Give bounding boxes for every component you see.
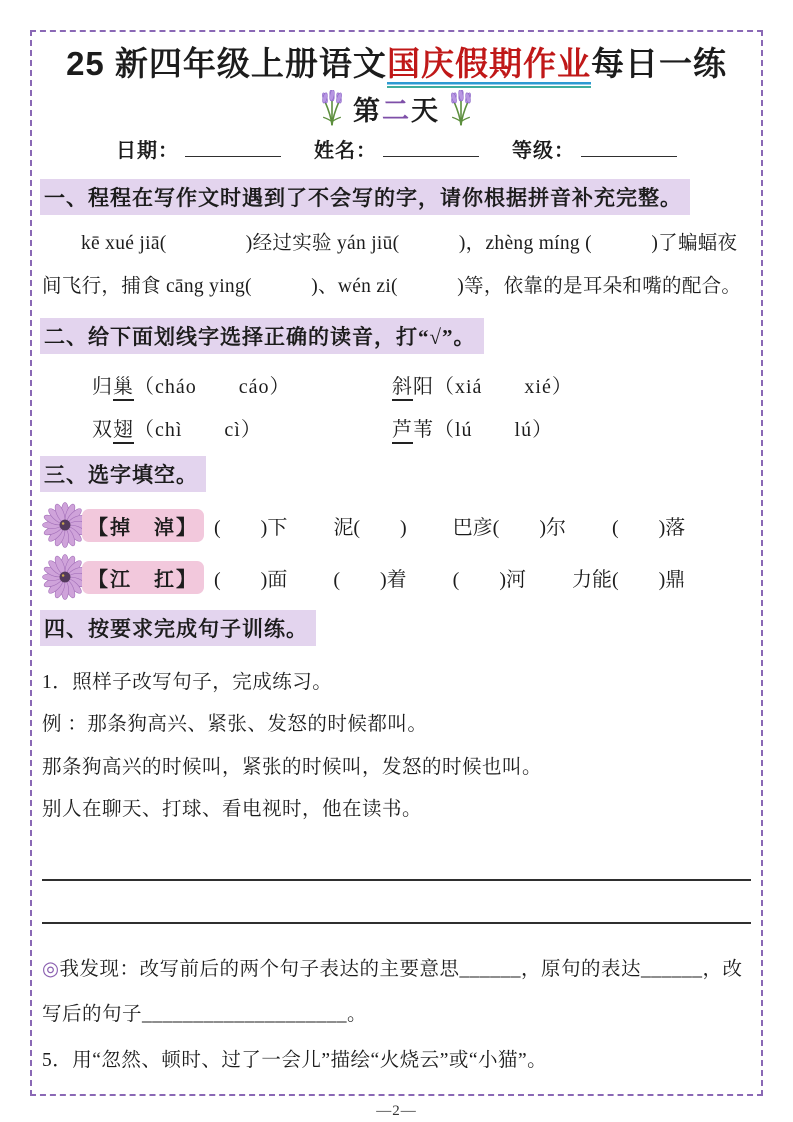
pron-item: 双翅（chì cì）	[92, 413, 392, 442]
day-pre: 第	[353, 96, 382, 126]
fill-blank: ( )面	[214, 568, 288, 591]
date-label: 日期：	[116, 140, 179, 162]
day-number: 二	[382, 96, 411, 126]
section3-heading: 三、选字填空。	[40, 456, 206, 492]
fill-blank: ( )下	[214, 516, 288, 539]
section4-heading: 四、按要求完成句子训练。	[40, 610, 316, 646]
fill-row	[42, 554, 751, 600]
grade-label: 等级：	[512, 140, 575, 162]
title-suffix: 每日一练	[590, 45, 727, 82]
pron-options: （chì cì）	[134, 419, 262, 441]
name-label: 姓名：	[314, 140, 377, 162]
pron-options: （cháo cáo）	[134, 376, 291, 398]
title-prefix: 25 新四年级上册语文	[66, 45, 387, 82]
underlined-char: 斜	[392, 376, 413, 401]
fill-blank: ( )着	[333, 568, 407, 591]
page-title	[42, 38, 751, 85]
question-1: 1．照样子改写句子，完成练习。	[42, 672, 333, 693]
char-choices-chip: 【江 扛】	[82, 561, 204, 594]
question-5: 5．用“忽然、顿时、过了一会儿”描绘“火烧云”或“小猫”。	[42, 1049, 548, 1071]
pron-options: （xiá xié）	[434, 376, 573, 398]
practice-sentence: 别人在聊天、打球、看电视时，他在读书。	[42, 798, 423, 820]
discovery-text: 我发现：改写前后的两个句子表达的主要意思______，原句的表达______，改写后的句子____________________。	[42, 959, 743, 1026]
fill-row	[42, 502, 751, 548]
fill-blank: 力能( )鼎	[571, 568, 686, 591]
underlined-char: 芦	[392, 419, 413, 444]
fill-blank: ( )落	[611, 516, 686, 539]
day-post: 天	[411, 96, 440, 126]
name-blank	[383, 137, 479, 157]
section1-paragraph: kē xué jiā( )经过实验 yán jiū( )，zhèng míng ( )了蝙蝠夜间飞行，捕食 cāng ying( )、wén zi( )等，依靠的是耳朵和嘴的配合。	[42, 233, 742, 297]
flower-bouquet-icon	[317, 90, 347, 127]
char-choices-chip: 【掉 淖】	[82, 509, 204, 542]
section1-heading: 一、程程在写作文时遇到了不会写的字，请你根据拼音补充完整。	[40, 179, 690, 215]
flower-bouquet-icon	[446, 90, 476, 127]
day-subtitle	[42, 89, 751, 128]
info-row	[42, 134, 751, 163]
pron-options: （lú lú）	[434, 419, 554, 441]
example-rewritten: 那条狗高兴的时候叫，紧张的时候叫，发怒的时候也叫。	[42, 756, 543, 778]
pron-item: 芦苇（lú lú）	[392, 413, 751, 442]
answer-line	[42, 839, 751, 881]
answer-line	[42, 881, 751, 924]
example-sentence: 例 ：那条狗高兴、紧张、发怒的时候都叫。	[42, 714, 428, 736]
title-highlight: 国庆假期作业	[387, 45, 591, 88]
fill-blank: 巴彦( )尔	[452, 516, 566, 539]
underlined-char: 翅	[113, 419, 134, 444]
pron-item: 斜阳（xiá xié）	[392, 370, 751, 399]
fill-blank: ( )河	[452, 568, 526, 591]
pron-item: 归巢（cháo cáo）	[92, 370, 392, 399]
circle-bullet-icon: ◎	[42, 959, 60, 981]
fill-blank: 泥( )	[333, 516, 407, 539]
grade-blank	[581, 137, 677, 157]
underlined-char: 巢	[113, 376, 134, 401]
date-blank	[185, 137, 281, 157]
page-number: —2—	[376, 1103, 417, 1119]
section2-heading: 二、给下面划线字选择正确的读音，打“√”。	[40, 318, 484, 354]
pronunciation-grid	[42, 370, 751, 442]
discovery-note	[42, 948, 751, 1038]
day-label	[353, 89, 440, 128]
